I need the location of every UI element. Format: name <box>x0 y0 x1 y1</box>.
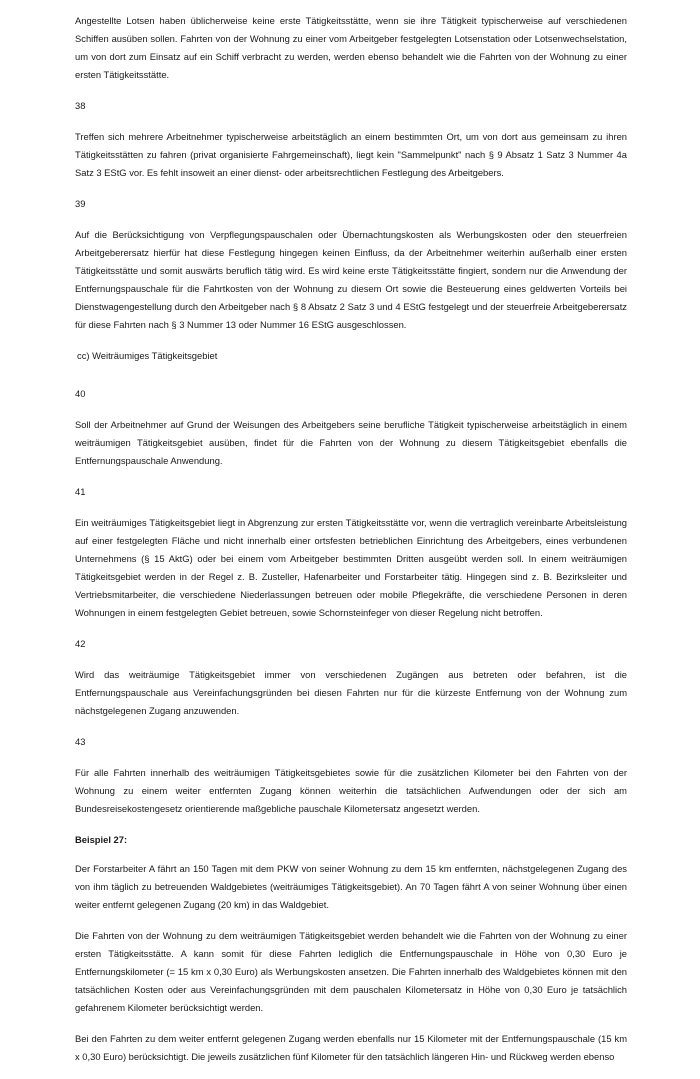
paragraph-number-38: 38 <box>75 100 86 111</box>
paragraph-weitraeumiges-gebiet: Soll der Arbeitnehmer auf Grund der Weisungen des Arbeitgebers seine berufliche Tätigkeit typischerweise arbeitstäglich in einem weiträumigen Tätigkeitsgebiet ausüben, findet für die Fahrten von der Wohnung zu diesem Tätigkeitsgebiet ebenfalls die Entfernungspauschale Anwendung. <box>75 419 627 466</box>
paragraph-fahrgemeinschaft: Treffen sich mehrere Arbeitnehmer typischerweise arbeitstäglich an einem bestimmten Ort, um von dort aus gemeinsam zu ihren Tätigkeitsstätten zu fahren (privat organisierte Fahrgemeinschaft), liegt kein "Sammelpunkt" nach § 9 Absatz 1 Satz 3 Nummer 4a Satz 3 EStG vor. Es fehlt insoweit an einer dienst- oder arbeitsrechtlichen Festlegung des Arbeitgebers. <box>75 131 627 178</box>
paragraph-lotsen: Angestellte Lotsen haben üblicherweise keine erste Tätigkeitsstätte, wenn sie ihre Tätigkeit typischerweise auf verschiedenen Schiffen ausüben sollen. Fahrten von der Wohnung zu einer vom Arbeitgeber festgelegten Lotsenstation oder Lotsenwechselstation, um von dort zum Einsatz auf ein Schiff verbracht zu werden, werden ebenso behandelt wie die Fahrten von der Wohnung zu einer ersten Tätigkeitsstätte. <box>75 15 627 80</box>
paragraph-zugaenge: Wird das weiträumige Tätigkeitsgebiet immer von verschiedenen Zugängen aus betreten oder befahren, ist die Entfernungspauschale aus Vereinfachungsgründen bei diesen Fahrten nur für die kürzeste Entfernung von der Wohnung zum nächstgelegenen Zugang anzuwenden. <box>75 669 627 716</box>
paragraph-number-41: 41 <box>75 486 86 497</box>
paragraph-number-39: 39 <box>75 198 86 209</box>
paragraph-abgrenzung: Ein weiträumiges Tätigkeitsgebiet liegt in Abgrenzung zur ersten Tätigkeitsstätte vor, wenn die vertraglich vereinbarte Arbeitsleistung auf einer festgelegten Fläche und nicht innerhalb einer ortsfesten betrieblichen Einrichtung des Arbeitgebers, eines verbundenen Unternehmens (§ 15 AktG) oder bei einem vom Arbeitgeber bestimmten Dritten ausgeübt werden soll. In einem weiträumigen Tätigkeitsgebiet werden in der Regel z. B. Zusteller, Hafenarbeiter und Forstarbeiter tätig. Hingegen sind z. B. Bezirksleiter und Vertriebsmitarbeiter, die verschiedene Niederlassungen betreuen oder mobile Pflegekräfte, die verschiedene Personen in deren Wohnungen in einem festgelegten Gebiet betreuen, sowie Schornsteinfeger von dieser Regelung nicht betroffen. <box>75 517 627 618</box>
document-page <box>75 12 627 1079</box>
paragraph-example-forstarbeiter: Der Forstarbeiter A fährt an 150 Tagen mit dem PKW von seiner Wohnung zu dem 15 km entfernten, nächstgelegenen Zugang des von ihm täglich zu betreuenden Waldgebietes (weiträumiges Tätigkeitsgebiet). An 70 Tagen fährt A von seiner Wohnung über einen weiter entfernt gelegenen Zugang (20 km) in das Waldgebiet. <box>75 863 627 910</box>
section-heading-cc: cc) Weiträumiges Tätigkeitsgebiet <box>77 350 218 361</box>
paragraph-verpflegungspauschalen: Auf die Berücksichtigung von Verpflegungspauschalen oder Übernachtungskosten als Werbungskosten oder den steuerfreien Arbeitgeberersatz hierfür hat diese Festlegung hingegen keinen Einfluss, da der Arbeitnehmer weiterhin außerhalb einer ersten Tätigkeitsstätte und somit auswärts beruflich tätig wird. Es wird keine erste Tätigkeitsstätte fingiert, sondern nur die Anwendung der Entfernungspauschale für die Fahrtkosten von der Wohnung zu diesem Ort sowie die Besteuerung eines geldwerten Vorteils bei Dienstwagengestellung durch den Arbeitgeber nach § 8 Absatz 2 Satz 3 und 4 EStG festgelegt und der steuerfreie Arbeitgeberersatz für diese Fahrten nach § 3 Nummer 13 oder Nummer 16 EStG ausgeschlossen. <box>75 229 627 330</box>
paragraph-fahrten-innerhalb: Für alle Fahrten innerhalb des weiträumigen Tätigkeitsgebietes sowie für die zusätzlichen Kilometer bei den Fahrten von der Wohnung zu einem weiter entfernten Zugang können weiterhin die tatsächlichen Aufwendungen oder der sich am Bundesreisekostengesetz orientierende maßgebliche pauschale Kilometersatz angesetzt werden. <box>75 767 627 814</box>
paragraph-number-42: 42 <box>75 638 86 649</box>
paragraph-number-40: 40 <box>75 388 86 399</box>
paragraph-example-entfernungspauschale: Die Fahrten von der Wohnung zu dem weiträumigen Tätigkeitsgebiet werden behandelt wie die Fahrten von der Wohnung zu einer ersten Tätigkeitsstätte. A kann somit für diese Fahrten lediglich die Entfernungspauschale in Höhe von 0,30 Euro je Entfernungskilometer (= 15 km x 0,30 Euro) als Werbungskosten ansetzen. Die Fahrten innerhalb des Waldgebietes können mit den tatsächlichen Kosten oder aus Vereinfachungsgründen mit dem pauschalen Kilometersatz in Höhe von 0,30 Euro je tatsächlich gefahrenem Kilometer berücksichtigt werden. <box>75 930 627 1013</box>
paragraph-example-weiter-entfernt: Bei den Fahrten zu dem weiter entfernt gelegenen Zugang werden ebenfalls nur 15 Kilometer mit der Entfernungspauschale (15 km x 0,30 Euro) berücksichtigt. Die jeweils zusätzlichen fünf Kilometer für den tatsächlich längeren Hin- und Rückweg werden ebenso <box>75 1033 627 1062</box>
example-heading-27: Beispiel 27: <box>75 834 128 845</box>
paragraph-number-43: 43 <box>75 736 86 747</box>
